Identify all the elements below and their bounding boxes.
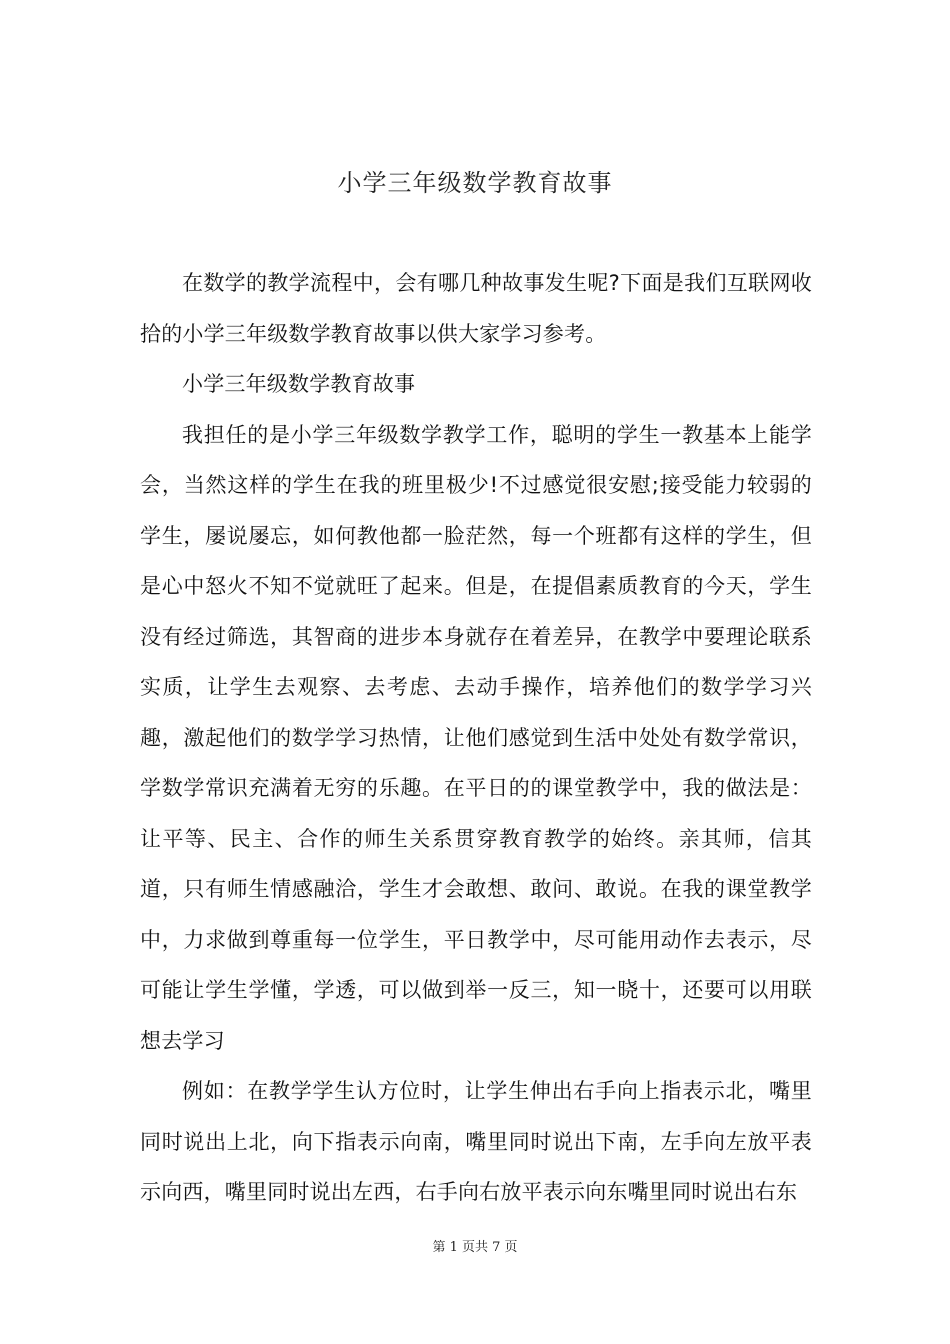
page-number-footer: 第 1 页共 7 页 bbox=[432, 1240, 518, 1255]
intro-paragraph: 在数学的教学流程中，会有哪几种故事发生呢?下面是我们互联网收拾的小学三年级数学教育故事以供大家学习参考。 bbox=[140, 271, 812, 346]
example-paragraph: 例如：在教学学生认方位时，让学生伸出右手向上指表示北，嘴里同时说出上北，向下指表示向南，嘴里同时说出下南，左手向左放平表示向西，嘴里同时说出左西，右手向右放平表示向东嘴里同时说出右东 bbox=[140, 1079, 812, 1204]
story-paragraph: 我担任的是小学三年级数学教学工作，聪明的学生一教基本上能学会，当然这样的学生在我的班里极少!不过感觉很安慰;接受能力较弱的学生，屡说屡忘，如何教他都一脸茫然，每一个班都有这样的学生，但是心中怒火不知不觉就旺了起来。但是，在提倡素质教育的今天，学生没有经过筛选，其智商的进步本身就存在着差异，在教学中要理论联系实质，让学生去观察、去考虑、去动手操作，培养他们的数学学习兴趣，激起他们的数学学习热情，让他们感觉到生活中处处有数学常识，学数学常识充满着无穷的乐趣。在平日的的课堂教学中，我的做法是：让平等、民主、合作的师生关系贯穿教育教学的始终。亲其师，信其道，只有师生情感融洽，学生才会敢想、敢问、敢说。在我的课堂教学中，力求做到尊重每一位学生，平日教学中，尽可能用动作去表示，尽可能让学生学懂，学透，可以做到举一反三，知一晓十，还要可以用联想去学习 bbox=[140, 422, 812, 1053]
document-title: 小学三年级数学教育故事 bbox=[337, 169, 613, 197]
document-body bbox=[140, 258, 812, 1218]
section-heading: 小学三年级数学教育故事 bbox=[182, 372, 416, 396]
